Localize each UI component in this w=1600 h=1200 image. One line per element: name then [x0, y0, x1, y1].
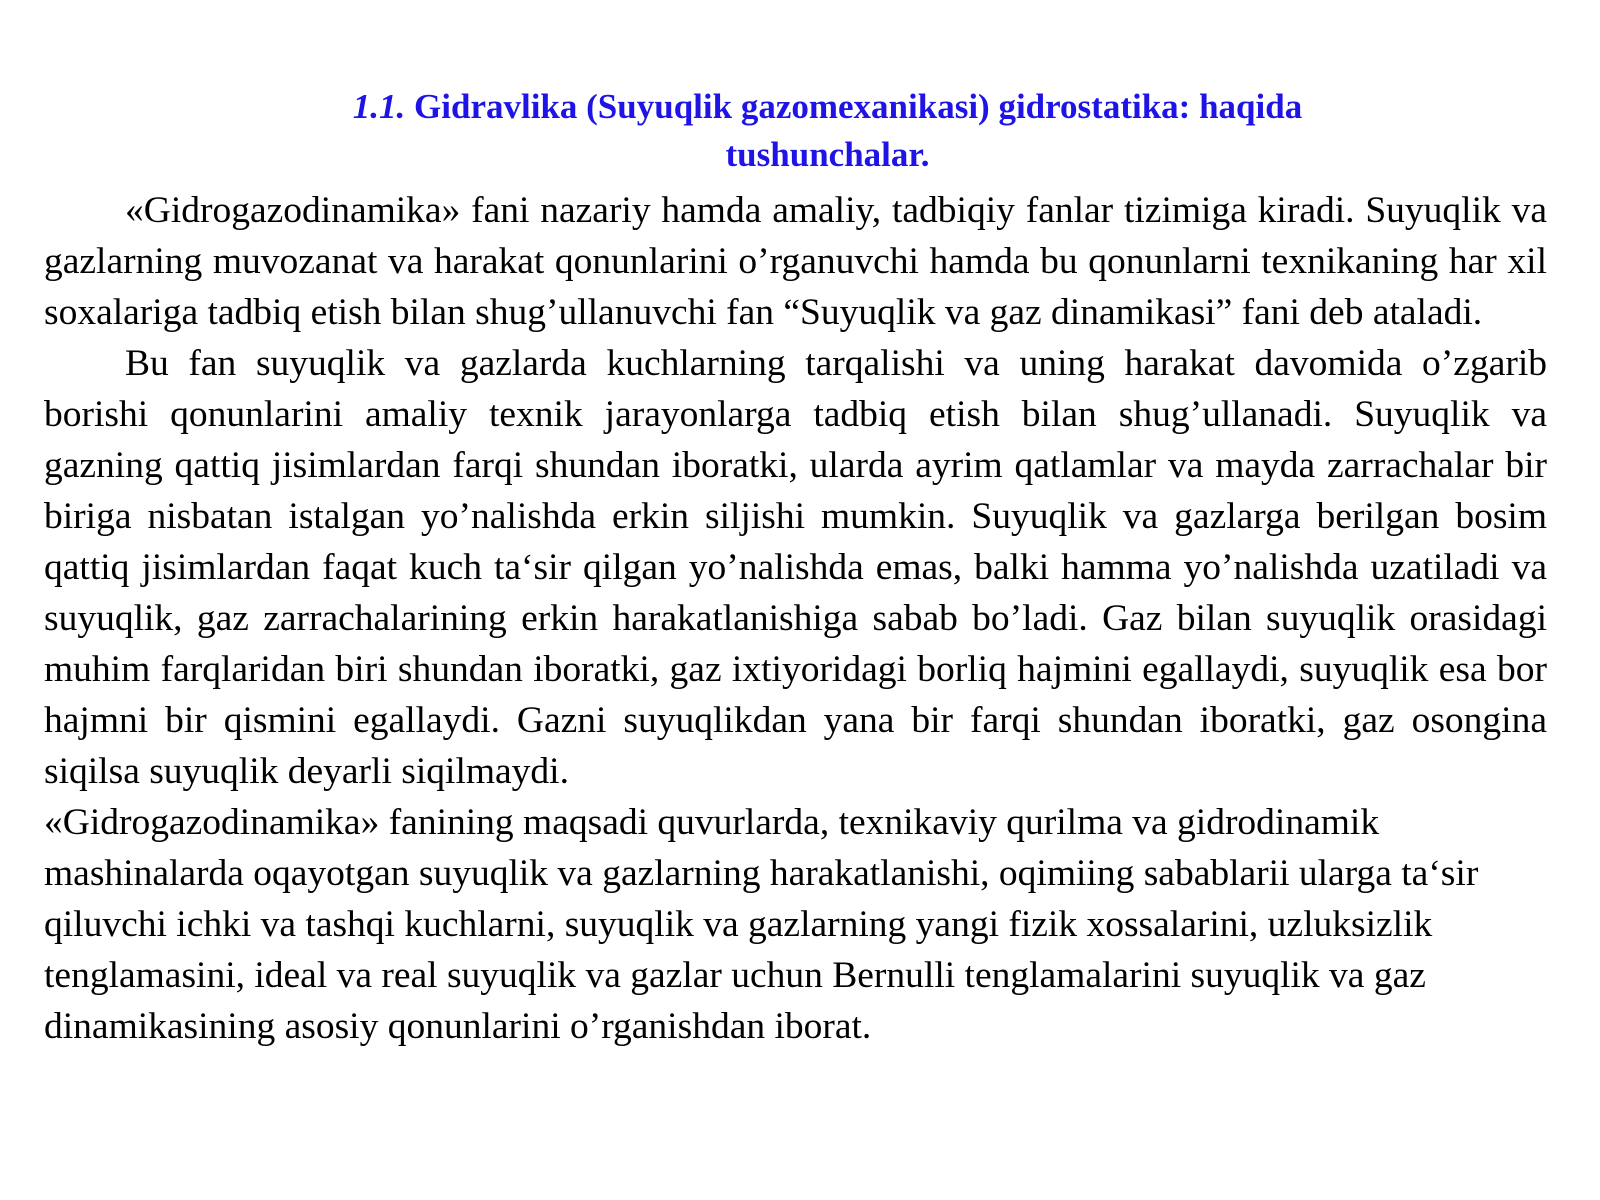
- section-heading: [270, 83, 1385, 179]
- section-number: 1.1.: [352, 87, 406, 126]
- body-text: [44, 185, 1547, 1052]
- section-title: Gidravlika (Suyuqlik gazomexanikasi) gidrostatika: haqida tushunchalar.: [414, 87, 1303, 174]
- paragraph-intro: «Gidrogazodinamika» fani nazariy hamda amaliy, tadbiqiy fanlar tizimiga kiradi. Suyuqlik va gazlarning muvozanat va harakat qonunlarini o’rganuvchi hamda bu qonunlarni texnikaning har xil soxalariga tadbiq etish bilan shug’ullanuvchi fan “Suyuqlik va gaz dinamikasi” fani deb ataladi.: [44, 190, 1547, 333]
- paragraph-goal: «Gidrogazodinamika» fanining maqsadi quvurlarda, texnikaviy qurilma va gidrodinamik mashinalarda oqayotgan suyuqlik va gazlarning harakatlanishi, oqimiing sabablarii ularga ta‘sir qiluvchi ichki va tashqi kuchlarni, suyuqlik va gazlarning yangi fizik xossalarini, uzluksizlik tenglamasini, ideal va real suyuqlik va gazlar uchun Bernulli tenglamalarini suyuqlik va gaz dinamikasining asosiy qonunlarini o’rganishdan iborat.: [44, 802, 1479, 1047]
- paragraph-properties: Bu fan suyuqlik va gazlarda kuchlarning tarqalishi va uning harakat davomida o’zgarib borishi qonunlarini amaliy texnik jarayonlarga tadbiq etish bilan shug’ullanadi. Suyuqlik va gazning qattiq jisimlardan farqi shundan iboratki, ularda ayrim qatlamlar va mayda zarrachalar bir biriga nisbatan istalgan yo’nalishda erkin siljishi mumkin. Suyuqlik va gazlarga berilgan bosim qattiq jisimlardan faqat kuch ta‘sir qilgan yo’nalishda emas, balki hamma yo’nalishda uzatiladi va suyuqlik, gaz zarrachalarining erkin harakatlanishiga sabab bo’ladi. Gaz bilan suyuqlik orasidagi muhim farqlaridan biri shundan iboratki, gaz ixtiyoridagi borliq hajmini egallaydi, suyuqlik esa bor hajmni bir qismini egallaydi. Gazni suyuqlikdan yana bir farqi shundan iboratki, gaz osongina siqilsa suyuqlik deyarli siqilmaydi.: [44, 343, 1547, 792]
